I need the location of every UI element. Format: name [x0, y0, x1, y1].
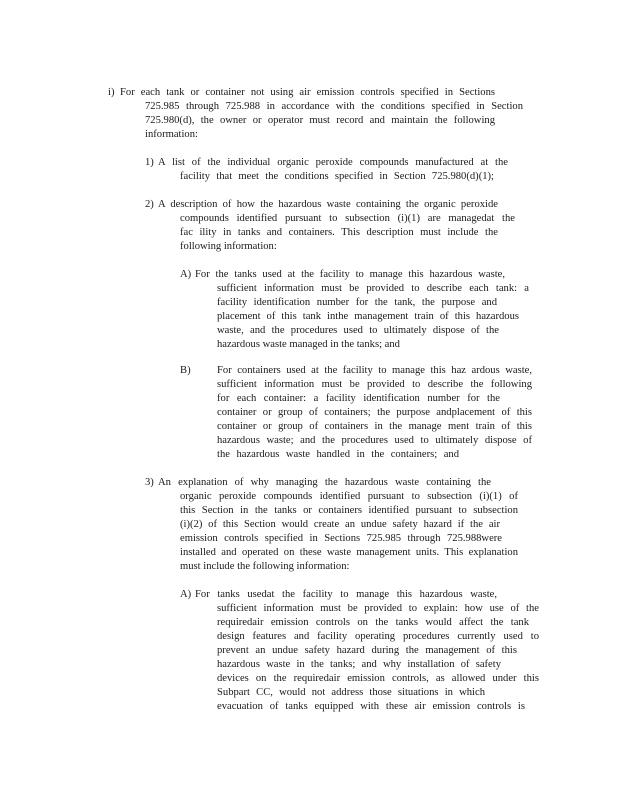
item-3-first [158, 476, 491, 490]
item-3-line: (i)(2) of this Section would create an undue safety hazard if the air [180, 519, 500, 530]
item-3-line: organic peroxide compounds identified pursuant to subsection (i)(1) of [180, 491, 518, 502]
item-2a-label: A) [180, 269, 192, 280]
item-2-body [180, 212, 515, 254]
item-2-line: following information: [180, 241, 277, 252]
section-i-line: 725.985 through 725.988 in accordance with the conditions specified in Section [145, 101, 523, 112]
item-3a-label: A) [180, 589, 192, 600]
item-2a-line: For the tanks used at the facility to manage this hazardous waste, [195, 269, 505, 280]
item-3-label: 3) [145, 477, 154, 488]
item-2a-line: placement of this tank inthe management train of this hazardous [217, 311, 519, 322]
item-3a-line: requiredair emission controls on the tanks would affect the tank [217, 617, 529, 628]
item-3a-line: devices on the requiredair emission controls, as allowed under this [217, 673, 539, 684]
item-3a-first [195, 588, 497, 602]
item-2b-body [217, 364, 532, 462]
item-3-line: must include the following information: [180, 561, 350, 572]
section-i-line: 725.980(d), the owner or operator must record and maintain the following [145, 115, 495, 126]
item-1-body [180, 170, 494, 184]
item-2b-line: for each container: a facility identification number for the [217, 393, 500, 404]
item-2a-line: facility identification number for the tank, the purpose and [217, 297, 497, 308]
item-2-line: fac ility in tanks and containers. This description must include the [180, 227, 498, 238]
item-2-label: 2) [145, 199, 154, 210]
item-2a-line: waste, and the procedures used to ultimately dispose of the [217, 325, 499, 336]
item-1-first [158, 156, 508, 170]
item-3-line: this Section in the tanks or containers identified pursuant to subsection [180, 505, 518, 516]
section-i-label: i) [108, 87, 115, 98]
item-2b-line: hazardous waste; and the procedures used to ultimately dispose of [217, 435, 532, 446]
item-2a-line: hazardous waste managed in the tanks; and [217, 339, 400, 350]
item-2b-line: container or group of containers; the purpose andplacement of this [217, 407, 532, 418]
item-1-label: 1) [145, 157, 154, 168]
item-2-first [158, 198, 498, 212]
item-2-line: A description of how the hazardous waste containing the organic peroxide [158, 199, 498, 210]
item-3a-line: evacuation of tanks equipped with these air emission controls is [217, 701, 525, 712]
item-3-line: emission controls specified in Sections 725.985 through 725.988were [180, 533, 502, 544]
item-2a-body [217, 282, 529, 352]
section-i-body [145, 100, 523, 142]
item-1-line: facility that meet the conditions specified in Section 725.980(d)(1); [180, 171, 494, 182]
section-i-line-0-wrap [120, 86, 495, 100]
item-3-line: installed and operated on these waste management units. This explanation [180, 547, 518, 558]
item-3a-line: design features and facility operating procedures currently used to [217, 631, 539, 642]
item-3a-line: For tanks usedat the facility to manage this hazardous waste, [195, 589, 497, 600]
item-2b-line: For containers used at the facility to manage this haz ardous waste, [217, 365, 532, 376]
item-2b-line: the hazardous waste handled in the containers; and [217, 449, 459, 460]
item-2b-line: sufficient information must be provided to describe the following [217, 379, 532, 390]
item-2a-first [195, 268, 505, 282]
item-2a-line: sufficient information must be provided to describe each tank: a [217, 283, 529, 294]
section-i-line: information: [145, 129, 198, 140]
item-2b-label: B) [180, 365, 191, 376]
item-2b-line: container or group of containers in the manage ment train of this [217, 421, 532, 432]
item-2-line: compounds identified pursuant to subsection (i)(1) are managedat the [180, 213, 515, 224]
item-3a-line: sufficient information must be provided to explain: how use of the [217, 603, 539, 614]
item-3-line: An explanation of why managing the hazardous waste containing the [158, 477, 491, 488]
section-i-line: For each tank or container not using air emission controls specified in Sections [120, 87, 495, 98]
item-3-body [180, 490, 518, 574]
item-1-line: A list of the individual organic peroxide compounds manufactured at the [158, 157, 508, 168]
item-3a-line: prevent an undue safety hazard during the management of this [217, 645, 517, 656]
item-3a-line: hazardous waste in the tanks; and why installation of safety [217, 659, 501, 670]
item-3a-body [217, 602, 539, 714]
item-3a-line: Subpart CC, would not address those situations in which [217, 687, 485, 698]
